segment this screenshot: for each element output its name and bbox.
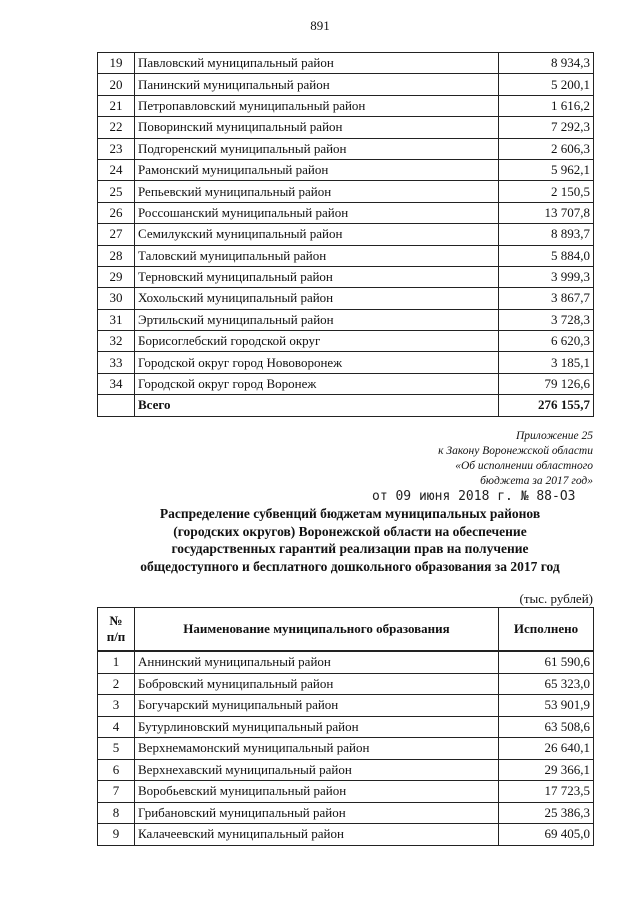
table-row — [98, 266, 594, 287]
row-name: Павловский муниципальный район — [135, 53, 499, 74]
row-value: 8 893,7 — [499, 224, 594, 245]
row-number: 4 — [98, 716, 135, 738]
row-value: 3 999,3 — [499, 266, 594, 287]
row-name: Семилукский муниципальный район — [135, 224, 499, 245]
total-value: 276 155,7 — [499, 395, 594, 416]
row-name: Городской округ город Нововоронеж — [135, 352, 499, 373]
document-title — [90, 505, 610, 575]
row-number: 19 — [98, 53, 135, 74]
row-number: 34 — [98, 373, 135, 394]
row-value: 63 508,6 — [499, 716, 594, 738]
title-line: государственных гарантий реализации прав на получение — [171, 541, 529, 556]
row-number: 3 — [98, 695, 135, 717]
annex-line: бюджета за 2017 год» — [480, 475, 593, 487]
row-value: 61 590,6 — [499, 651, 594, 673]
table-row — [98, 824, 594, 846]
row-value: 5 884,0 — [499, 245, 594, 266]
table-row — [98, 159, 594, 180]
row-value: 26 640,1 — [499, 738, 594, 760]
row-value: 3 728,3 — [499, 309, 594, 330]
row-number: 26 — [98, 202, 135, 223]
row-number: 31 — [98, 309, 135, 330]
row-name: Россошанский муниципальный район — [135, 202, 499, 223]
row-number: 30 — [98, 288, 135, 309]
table-row — [98, 781, 594, 803]
row-number: 9 — [98, 824, 135, 846]
annex-note — [438, 429, 593, 489]
row-value: 3 867,7 — [499, 288, 594, 309]
row-number: 2 — [98, 673, 135, 695]
row-value: 13 707,8 — [499, 202, 594, 223]
row-number: 22 — [98, 117, 135, 138]
row-name: Грибановский муниципальный район — [135, 802, 499, 824]
table-row — [98, 373, 594, 394]
header-name: Наименование муниципального образования — [135, 608, 499, 652]
row-name: Воробьевский муниципальный район — [135, 781, 499, 803]
annex-line: к Закону Воронежской области — [438, 445, 593, 457]
table-row — [98, 695, 594, 717]
row-number: 33 — [98, 352, 135, 373]
row-value: 8 934,3 — [499, 53, 594, 74]
row-name: Калачеевский муниципальный район — [135, 824, 499, 846]
annex-line: Приложение 25 — [515, 430, 593, 442]
row-name: Богучарский муниципальный район — [135, 695, 499, 717]
row-value: 7 292,3 — [499, 117, 594, 138]
row-number: 28 — [98, 245, 135, 266]
row-name: Репьевский муниципальный район — [135, 181, 499, 202]
header-num — [98, 608, 135, 652]
table-row — [98, 288, 594, 309]
row-value: 79 126,6 — [499, 373, 594, 394]
row-value: 53 901,9 — [499, 695, 594, 717]
table-districts-continued — [97, 52, 594, 417]
row-number: 21 — [98, 95, 135, 116]
row-number: 8 — [98, 802, 135, 824]
table-row — [98, 224, 594, 245]
table-row — [98, 181, 594, 202]
table-header-row — [98, 608, 594, 652]
row-name: Верхнехавский муниципальный район — [135, 759, 499, 781]
row-number: 20 — [98, 74, 135, 95]
row-name: Верхнемамонский муниципальный район — [135, 738, 499, 760]
table-row — [98, 738, 594, 760]
row-name: Бутурлиновский муниципальный район — [135, 716, 499, 738]
table-row — [98, 138, 594, 159]
row-value: 6 620,3 — [499, 331, 594, 352]
row-number: 6 — [98, 759, 135, 781]
table-row — [98, 759, 594, 781]
row-number: 32 — [98, 331, 135, 352]
row-name: Таловский муниципальный район — [135, 245, 499, 266]
table-row — [98, 651, 594, 673]
row-number: 25 — [98, 181, 135, 202]
table-subventions — [97, 607, 594, 846]
table-row — [98, 802, 594, 824]
row-name: Терновский муниципальный район — [135, 266, 499, 287]
title-line: Распределение субвенций бюджетам муниципальных районов — [159, 506, 541, 521]
table-row — [98, 117, 594, 138]
table-row — [98, 673, 594, 695]
row-name: Хохольский муниципальный район — [135, 288, 499, 309]
table-row — [98, 74, 594, 95]
header-value: Исполнено — [499, 608, 594, 652]
title-line: общедоступного и бесплатного дошкольного образования за 2017 год — [140, 558, 560, 574]
page-number: 891 — [310, 18, 330, 33]
row-name: Борисоглебский городской округ — [135, 331, 499, 352]
row-number: 5 — [98, 738, 135, 760]
table-row — [98, 202, 594, 223]
total-num-cell — [98, 395, 135, 416]
row-name: Городской округ город Воронеж — [135, 373, 499, 394]
row-number: 29 — [98, 266, 135, 287]
row-name: Эртильский муниципальный район — [135, 309, 499, 330]
title-line: (городских округов) Воронежской области на обеспечение — [173, 523, 527, 539]
row-value: 1 616,2 — [499, 95, 594, 116]
table-row — [98, 95, 594, 116]
total-label: Всего — [135, 395, 499, 416]
table-row — [98, 716, 594, 738]
row-name: Аннинский муниципальный район — [135, 651, 499, 673]
row-name: Петропавловский муниципальный район — [135, 95, 499, 116]
units-label: (тыс. рублей) — [519, 591, 593, 606]
row-value: 69 405,0 — [499, 824, 594, 846]
header-num-line: № — [109, 613, 123, 628]
table-row — [98, 309, 594, 330]
annex-line: «Об исполнении областного — [455, 460, 593, 472]
row-number: 23 — [98, 138, 135, 159]
row-number: 24 — [98, 159, 135, 180]
row-name: Поворинский муниципальный район — [135, 117, 499, 138]
row-value: 17 723,5 — [499, 781, 594, 803]
table-total-row — [98, 395, 594, 416]
row-name: Бобровский муниципальный район — [135, 673, 499, 695]
row-value: 2 606,3 — [499, 138, 594, 159]
row-name: Подгоренский муниципальный район — [135, 138, 499, 159]
row-value: 5 200,1 — [499, 74, 594, 95]
table-row — [98, 331, 594, 352]
table-row — [98, 53, 594, 74]
row-name: Панинский муниципальный район — [135, 74, 499, 95]
row-value: 5 962,1 — [499, 159, 594, 180]
date-stamp: от 09 июня 2018 г. № 88-ОЗ — [372, 489, 576, 504]
table-row — [98, 245, 594, 266]
row-value: 25 386,3 — [499, 802, 594, 824]
row-number: 1 — [98, 651, 135, 673]
row-value: 2 150,5 — [499, 181, 594, 202]
row-value: 65 323,0 — [499, 673, 594, 695]
row-value: 3 185,1 — [499, 352, 594, 373]
row-number: 27 — [98, 224, 135, 245]
header-num-line: п/п — [106, 629, 126, 644]
row-name: Рамонский муниципальный район — [135, 159, 499, 180]
table-row — [98, 352, 594, 373]
row-number: 7 — [98, 781, 135, 803]
row-value: 29 366,1 — [499, 759, 594, 781]
